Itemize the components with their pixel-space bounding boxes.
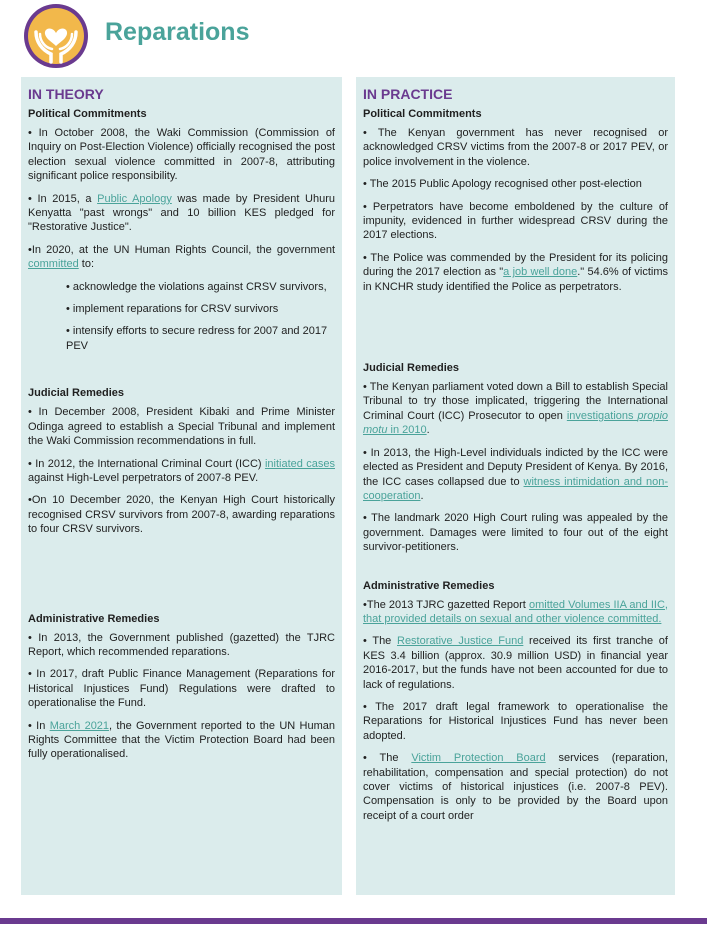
practice-judicial-title: Judicial Remedies: [363, 362, 459, 375]
in-theory-panel: [21, 77, 342, 895]
theory-commitment-item: • acknowledge the violations against CRSV survivors,: [66, 280, 327, 293]
practice-political-p4: • The Police was commended by the President for its policing during the 2017 election as "a job well done." 54.6% of victims in KNCHR study identified the Police as perpetrators.: [363, 251, 668, 293]
in-practice-panel: [356, 77, 675, 895]
theory-admin-p2: • In 2017, draft Public Finance Management (Reparations for Historical Injustices Fund) Regulations were drafted to operationalise the Fund.: [28, 668, 335, 710]
theory-admin-title: Administrative Remedies: [28, 612, 160, 625]
practice-admin-title: Administrative Remedies: [363, 579, 495, 592]
practice-political-p1: • The Kenyan government has never recognised or acknowledged CRSV victims from the 2007-8 or 2017 PEV, or police involvement in the violence.: [363, 127, 668, 168]
in-theory-heading: IN THEORY: [28, 86, 104, 102]
bottom-rule: [0, 918, 707, 924]
page-title: Reparations: [105, 18, 250, 46]
theory-commitment-item: • implement reparations for CRSV survivors: [66, 303, 279, 316]
march-2021-link[interactable]: March 2021: [49, 719, 110, 732]
public-apology-link[interactable]: Public Apology: [97, 192, 172, 205]
theory-commitment-item: • intensify efforts to secure redress for 2007 and 2017 PEV: [66, 325, 328, 352]
practice-judicial-p1: • The Kenyan parliament voted down a Bill to establish Special Tribunal to try those implicated, triggering the International Criminal Court (ICC) Prosecutor to open investigations propio motu in 2010.: [363, 381, 668, 437]
committed-link[interactable]: committed: [28, 258, 79, 271]
theory-judicial-p3: •On 10 December 2020, the Kenyan High Court historically recognised CRSV survivors from 2007-8, awarding reparations to four CRSV survivors.: [28, 494, 335, 536]
in-practice-heading: IN PRACTICE: [363, 86, 453, 102]
witness-intimidation-link[interactable]: witness intimidation and non-cooperation: [363, 475, 668, 502]
practice-judicial-p3: • The landmark 2020 High Court ruling was appealed by the government. Damages were limited to four out of the eight survivor-petitioners.: [363, 512, 668, 554]
practice-admin-p1: •The 2013 TJRC gazetted Report omitted Volumes IIA and IIC, that provided details on sexual and other violence committed.: [363, 598, 668, 625]
heart-in-hands-icon: [22, 2, 90, 70]
omitted-volumes-link[interactable]: omitted Volumes IIA and IIC, that provided details on sexual and other violence committed.: [363, 598, 668, 625]
restorative-justice-fund-link[interactable]: Restorative Justice Fund: [397, 635, 524, 648]
theory-judicial-title: Judicial Remedies: [28, 387, 124, 400]
practice-admin-p2: • The Restorative Justice Fund received its first tranche of KES 3.4 billion (approx. 30.9 million USD) in financial year 2016-2017, but the funds have not been accounted for due to lack of regulations.: [363, 635, 668, 691]
theory-admin-p3: • In March 2021, the Government reported to the UN Human Rights Committee that the Victim Protection Board had been fully operationalised.: [28, 719, 335, 761]
theory-admin-p1: • In 2013, the Government published (gazetted) the TJRC Report, which recommended reparations.: [28, 631, 335, 658]
theory-judicial-p1: • In December 2008, President Kibaki and Prime Minister Odinga agreed to establish a Special Tribunal and implement the Waki Commission recommendations in full.: [28, 406, 335, 448]
practice-admin-p3: • The 2017 draft legal framework to operationalise the Reparations for Historical Injustices Fund has never been adopted.: [363, 700, 668, 742]
practice-political-title: Political Commitments: [363, 108, 482, 120]
theory-judicial-p2: • In 2012, the International Criminal Court (ICC) initiated cases against High-Level perpetrators of 2007-8 PEV.: [28, 457, 335, 484]
practice-political-p2: • The 2015 Public Apology recognised other post-election: [363, 178, 642, 191]
theory-political-title: Political Commitments: [28, 108, 147, 120]
practice-political-p3: • Perpetrators have become emboldened by the culture of impunity, evidenced in further widespread CRSV during the 2017 elections.: [363, 200, 668, 242]
practice-admin-p4: • The Victim Protection Board services (reparation, rehabilitation, compensation and special protection) do not cover victims of historical injustices (i.e. 2007-8 PEV). Compensation is only to be provided by the Board upon receipt of a court order: [363, 752, 668, 822]
investigations-link[interactable]: investigations propio motu in 2010: [363, 409, 668, 437]
practice-judicial-p2: • In 2013, the High-Level individuals indicted by the ICC were elected as President and Deputy President of Kenya. By 2016, the ICC cases collapsed due to witness intimidation and non-cooperation.: [363, 446, 668, 502]
initiated-cases-link[interactable]: initiated cases: [264, 457, 335, 470]
theory-political-p2: • In 2015, a Public Apology was made by President Uhuru Kenyatta "past wrongs" and 10 billion KES pledged for "Restorative Justice".: [28, 192, 335, 234]
victim-protection-board-link[interactable]: Victim Protection Board: [411, 752, 546, 765]
theory-political-p3: •In 2020, at the UN Human Rights Council, the government committed to:: [28, 243, 335, 271]
job-well-done-link[interactable]: a job well done: [503, 266, 578, 279]
theory-political-p1: • In October 2008, the Waki Commission (Commission of Inquiry on Post-Election Violence) officially recognised the post election sexual violence committed in 2007-8, attributing significant police responsibility.: [28, 127, 335, 183]
